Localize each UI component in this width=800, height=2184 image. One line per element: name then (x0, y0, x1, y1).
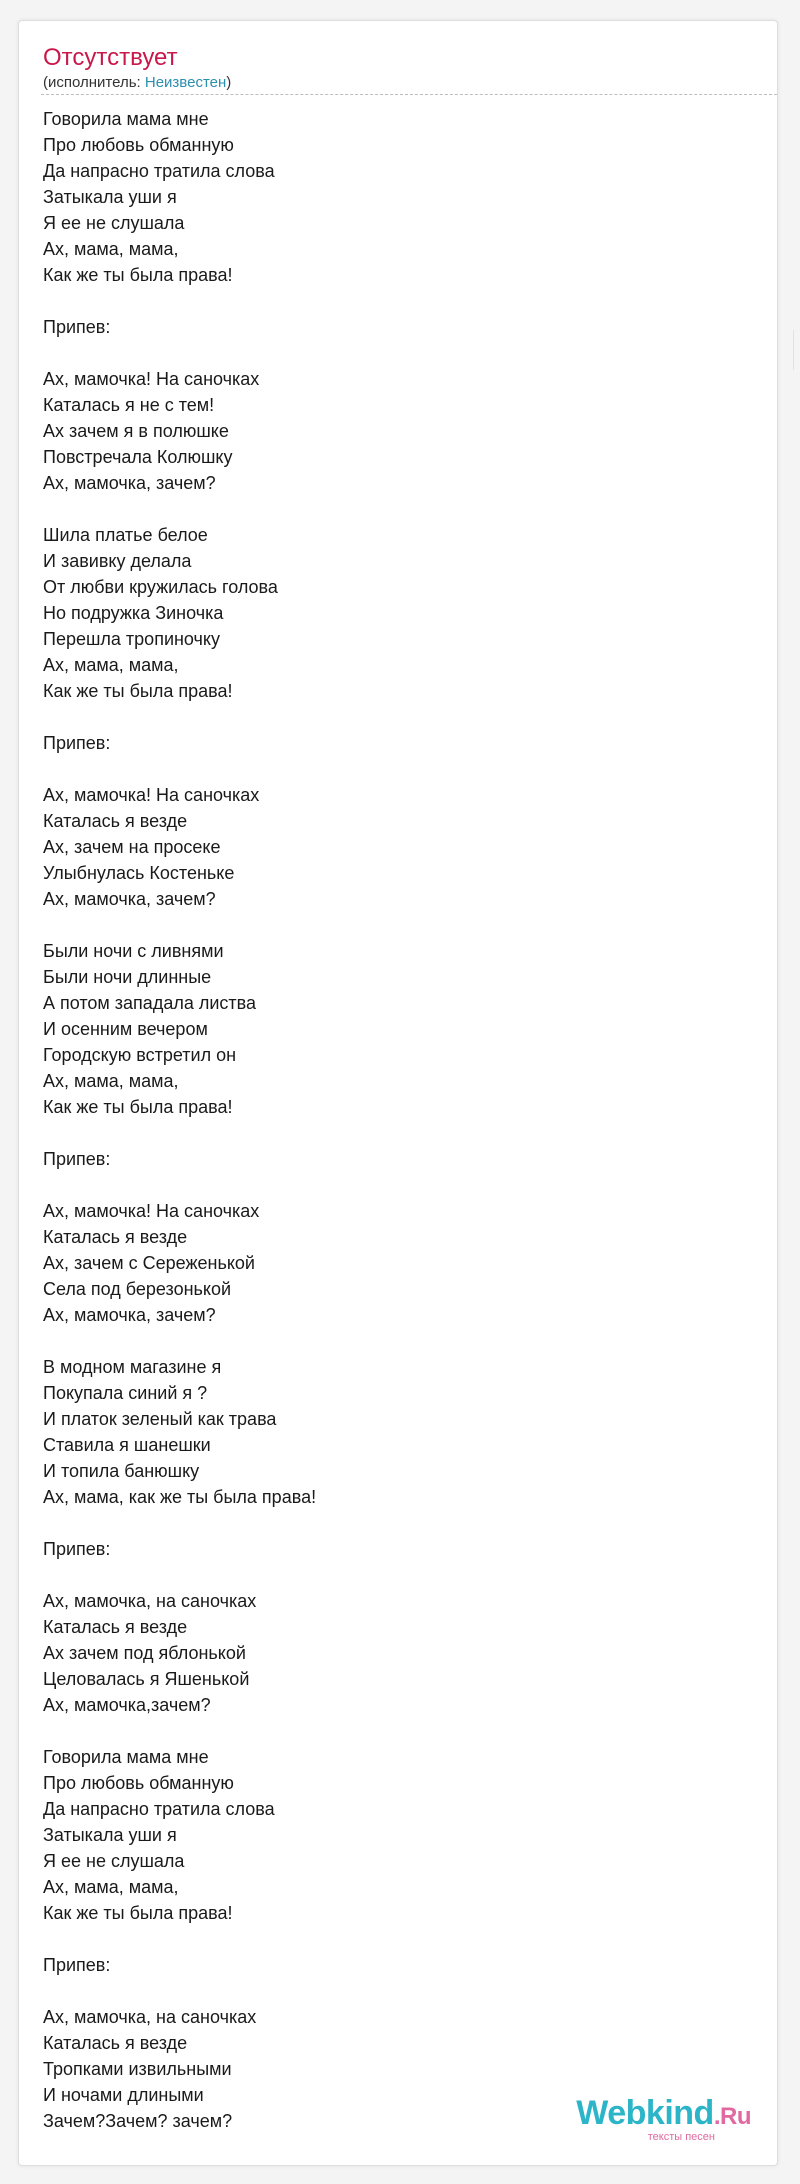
lyric-line: Но подружка Зиночка (43, 603, 224, 623)
lyric-line: Как же ты была права! (43, 1097, 233, 1117)
lyric-line: Целовалась я Яшенькой (43, 1669, 250, 1689)
lyric-line: Припев: (43, 317, 111, 337)
lyric-line: Каталась я везде (43, 2033, 188, 2053)
lyric-line: Были ночи с ливнями (43, 941, 224, 961)
lyric-line: Как же ты была права! (43, 681, 233, 701)
lyric-line: Ах, мама, мама, (43, 1071, 179, 1091)
lyric-line: Тропками извильными (43, 2059, 232, 2079)
lyric-line: Да напрасно тратила слова (43, 161, 275, 181)
logo-suffix-text: .Ru (713, 2103, 751, 2130)
lyric-line (43, 1120, 316, 1146)
lyric-line: Каталась я везде (43, 1617, 188, 1637)
lyric-line: Ах, мамочка, зачем? (43, 473, 216, 493)
lyric-line: Ах, мамочка, зачем? (43, 1305, 216, 1325)
lyric-line: Говорила мама мне (43, 1747, 209, 1767)
artist-prefix: (исполнитель: (43, 74, 145, 91)
lyric-line: Были ночи длинные (43, 967, 212, 987)
lyric-line (43, 1510, 316, 1536)
logo-main-text: Webkind (576, 2094, 714, 2132)
lyric-line: И осенним вечером (43, 1019, 208, 1039)
lyric-line: Ах, мама, мама, (43, 655, 179, 675)
lyric-line: Улыбнулась Костеньке (43, 863, 235, 883)
lyric-line (43, 496, 316, 522)
lyric-line: Ах, мама, мама, (43, 1877, 179, 1897)
site-logo[interactable] (576, 2095, 751, 2143)
lyric-line: Припев: (43, 1149, 111, 1169)
song-title: Отсутствует (43, 44, 178, 71)
lyric-line: И платок зеленый как трава (43, 1409, 277, 1429)
lyric-line (43, 912, 316, 938)
lyric-line: Припев: (43, 1955, 111, 1975)
lyric-line: Ах зачем под яблонькой (43, 1643, 246, 1663)
lyric-line: Я ее не слушала (43, 213, 185, 233)
lyric-line: Зачем?Зачем? зачем? (43, 2111, 233, 2131)
lyric-line: Ах, мамочка! На саночках (43, 1201, 260, 1221)
lyric-line (43, 1718, 316, 1744)
lyric-line: Шила платье белое (43, 525, 208, 545)
header-divider (41, 94, 777, 95)
lyric-line: Ах зачем я в полюшке (43, 421, 229, 441)
lyric-line: Села под березонькой (43, 1279, 232, 1299)
lyric-line: Про любовь обманную (43, 135, 234, 155)
lyric-line: Ах, мама, как же ты была права! (43, 1487, 317, 1507)
lyric-line: Перешла тропиночку (43, 629, 221, 649)
lyric-line: Ах, мама, мама, (43, 239, 179, 259)
lyric-line: Покупала синий я ? (43, 1383, 208, 1403)
artist-suffix: ) (226, 74, 232, 91)
lyric-line: Как же ты была права! (43, 1903, 233, 1923)
lyric-line (43, 1562, 316, 1588)
lyric-line (43, 340, 316, 366)
lyric-line: Ах, зачем на просеке (43, 837, 221, 857)
lyric-line: Ах, мамочка,зачем? (43, 1695, 211, 1715)
lyric-line: От любви кружилась голова (43, 577, 278, 597)
lyrics-body (43, 106, 316, 2134)
lyric-line: Припев: (43, 1539, 111, 1559)
lyric-line: Ах, мамочка, на саночках (43, 1591, 257, 1611)
lyric-line (43, 1926, 316, 1952)
logo-subtitle: тексты песен (647, 2131, 715, 2143)
lyric-line: Как же ты была права! (43, 265, 233, 285)
lyrics-card (18, 20, 778, 2166)
page-scroll-handle[interactable] (793, 330, 800, 370)
lyric-line (43, 704, 316, 730)
lyric-line (43, 1172, 316, 1198)
lyric-line: И завивку делала (43, 551, 192, 571)
lyric-line: Затыкала уши я (43, 187, 177, 207)
lyric-line: Ах, мамочка! На саночках (43, 369, 260, 389)
lyric-line: Каталась я не с тем! (43, 395, 215, 415)
lyric-line: Про любовь обманную (43, 1773, 234, 1793)
lyric-line (43, 1328, 316, 1354)
lyric-line: Говорила мама мне (43, 109, 209, 129)
lyric-line: Да напрасно тратила слова (43, 1799, 275, 1819)
lyric-line: В модном магазине я (43, 1357, 222, 1377)
lyric-line (43, 288, 316, 314)
lyric-line: И ночами длиными (43, 2085, 204, 2105)
lyric-line: Ставила я шанешки (43, 1435, 211, 1455)
lyric-line: Ах, мамочка, зачем? (43, 889, 216, 909)
lyric-line: И топила банюшку (43, 1461, 200, 1481)
lyric-line (43, 756, 316, 782)
lyric-line: Каталась я везде (43, 1227, 188, 1247)
lyric-line: А потом западала листва (43, 993, 257, 1013)
lyric-line: Затыкала уши я (43, 1825, 177, 1845)
lyric-line: Повстречала Колюшку (43, 447, 233, 467)
artist-link[interactable]: Неизвестен (144, 74, 227, 91)
lyric-line: Ах, мамочка! На саночках (43, 785, 260, 805)
lyric-line: Ах, зачем с Сереженькой (43, 1253, 255, 1273)
artist-line (43, 73, 231, 93)
lyric-line: Каталась я везде (43, 811, 188, 831)
lyric-line: Я ее не слушала (43, 1851, 185, 1871)
lyric-line: Ах, мамочка, на саночках (43, 2007, 257, 2027)
logo-wordmark (576, 2095, 751, 2135)
lyric-line: Припев: (43, 733, 111, 753)
lyric-line (43, 1978, 316, 2004)
lyric-line: Городскую встретил он (43, 1045, 237, 1065)
